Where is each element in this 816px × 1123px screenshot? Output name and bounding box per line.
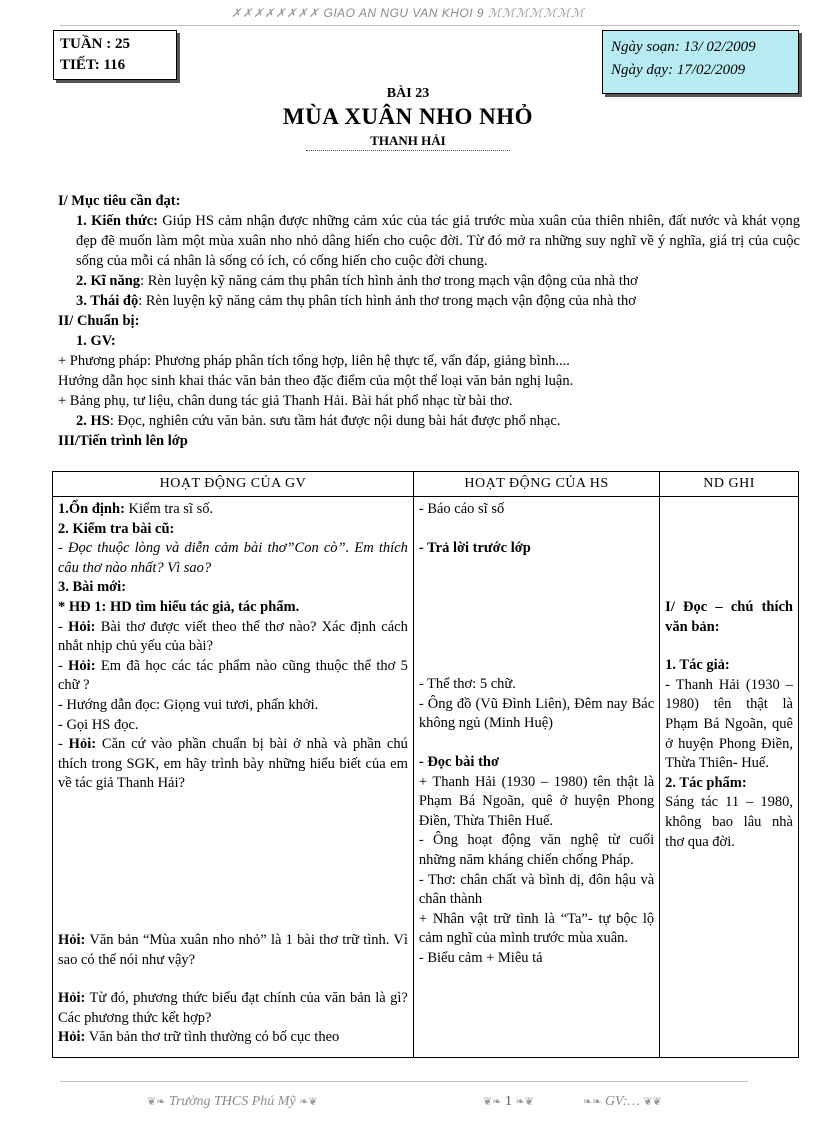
footer-ornament-d: ❧❦ [515,1096,534,1108]
lesson-title: MÙA XUÂN NHO NHỎ [282,104,534,129]
student-prep-paragraph [58,411,800,431]
period-label: TIẾT: 116 [60,57,126,73]
hoi-label: Hỏi: [58,990,86,1007]
col-header-student: HOẠT ĐỘNG CỦA HS [413,472,659,497]
table-row [53,497,799,1058]
hoi-label: Hỏi: [58,1029,86,1046]
answer-5: - Thơ: chân chất và bình dị, đôn hậu và chân thành [418,871,655,908]
on-dinh-label: 1.Ổn định: [58,501,125,517]
student-activities-cell [413,497,659,1058]
header-ornament-left: ✗✗✗✗✗✗✗✗ [231,6,320,20]
question-1: - Hỏi: Bài thơ được viết theo thể thơ nào? Xác định cách nhắt nhịp chủ yếu của bài? [58,618,408,655]
answer-2: - Ông đồ (Vũ Đình Liên), Đêm nay Bác không ngủ (Minh Huệ) [418,695,655,732]
footer-ornament-c: ❦❧ [483,1096,502,1108]
notes-work-text: Sáng tác 11 – 1980, không bao lâu nhà thơ qua đời. [665,794,793,850]
teacher-prep-label: 1. GV: [76,333,116,349]
footer-teacher: GV:… [604,1094,640,1109]
activities-table [52,471,799,1058]
kiem-tra-question: - Đọc thuộc lòng và diễn cảm bài thơ”Con cò”. Em thích câu thơ nào nhất? Vì sao? [58,540,408,576]
title-divider [306,150,510,151]
lesson-number: BÀI 23 [386,86,430,101]
student-prep-text: : Đọc, nghiên cứu văn bản. sưu tầm hát được nội dung bài hát được phổ nhạc. [109,413,561,429]
section2-heading: II/ Chuẩn bị: [58,313,140,329]
attitude-paragraph [58,291,800,311]
report-attendance: - Báo cáo sĩ số [418,501,505,517]
question-1-text: Bài thơ được viết theo thể thơ nào? Xác định cách nhắt nhịp chủ yếu của bài? [58,618,408,655]
knowledge-text: Giúp HS cảm nhận được những cảm xúc của tác giả trước mùa xuân của thiên nhiên, đất nước và khát vọng đẹp đẽ muốn làm một mùa xuân nho nhỏ dâng hiến cho cuộc đời. Từ đó mở ra những suy nghĩ về ý nghĩa, giá trị của cuộc sống của mỗi cá nhân là sống có ích, có cống hiến cho cuộc đời chung. [76,213,801,269]
question-5 [58,989,408,1028]
footer-ornament-f: ❦❦ [643,1096,662,1108]
skills-label: 2. Kĩ năng [76,273,141,289]
running-header [0,6,816,20]
question-4 [58,931,408,970]
knowledge-label: 1. Kiến thức: [76,213,158,229]
header-text: GIAO AN NGU VAN KHOI 9 [323,6,485,20]
attitude-label: 3. Thái độ [76,293,139,309]
call-student: - Gọi HS đọc. [58,716,139,733]
bai-moi-label: 3. Bài mới: [58,579,127,596]
teach-date: Ngày dạy: 17/02/2009 [611,62,746,78]
answer-1: - Thể thơ: 5 chữ. [418,676,516,693]
reading-guide: - Hướng dẫn đọc: Giọng vui tươi, phấn khởi. [58,696,319,713]
method-line: + Phương pháp: Phương pháp phân tích tổng hợp, liên hệ thực tế, vấn đáp, giảng bình.... [58,353,570,369]
notes-cell [660,497,799,1058]
activity1-heading: * HĐ 1: HD tìm hiểu tác giả, tác phẩm. [58,598,300,615]
footer-ornament-a: ❦❧ [147,1096,166,1108]
footer-school: Trường THCS Phú Mỹ [168,1094,296,1109]
page-number: 1 [504,1094,512,1109]
question-2-text: Em đã học các tác phẩm nào cũng thuộc thể thơ 5 chữ ? [58,657,408,694]
kiem-tra-label: 2. Kiểm tra bài cũ: [58,520,175,537]
section1-heading: I/ Mục tiêu cần đạt: [58,193,181,209]
answer-3: + Thanh Hải (1930 – 1980) tên thật là Phạm Bá Ngoãn, quê ở huyện Phong Điền, Thừa Thiên Huế. [418,773,655,829]
teacher-activities-cell [53,497,414,1058]
question-4-text: Văn bản “Mùa xuân nho nhỏ” là 1 bài thơ trữ tình. Vì sao có thể nói như vậy? [58,931,408,968]
answer-7: - Biểu cảm + Miêu tả [418,949,543,966]
hoi-label: Hỏi: [68,618,96,635]
footer-page-group [483,1094,534,1110]
skills-paragraph [58,271,800,291]
guidance-line: Hướng dẫn học sinh khai thác văn bản theo đặc điểm của một thể loại văn bản nghị luận. [58,373,574,389]
section3-heading: III/Tiến trình lên lớp [58,433,188,449]
materials-line: + Bảng phụ, tư liệu, chân dung tác giả Thanh Hải. Bài hát phổ nhạc từ bài thơ. [58,393,513,409]
header-rule [60,25,800,26]
notes-section-heading: I/ Đọc – chú thích văn bản: [665,599,793,635]
hoi-label: Hỏi: [58,931,86,948]
question-3: - Hỏi: Căn cứ vào phần chuẩn bị bài ở nhà và phần chú thích trong SGK, em hãy trình bày những hiểu biết của em về tác giả Thanh Hải? [58,736,408,792]
hoi-label: Hỏi: [68,736,97,753]
skills-text: : Rèn luyện kỹ năng cảm thụ phân tích hình ảnh thơ trong mạch vận động của nhà thơ [140,273,638,289]
notes-author-heading: 1. Tác giả: [665,657,730,674]
question-6 [58,1028,408,1048]
question-5-text: Từ đó, phương thức biểu đạt chính của văn bản là gì? Các phương thức kết hợp? [58,990,408,1026]
table-header-row [53,472,799,497]
on-dinh-text: Kiểm tra sĩ số. [124,501,214,517]
student-prep-label: 2. HS [76,413,110,429]
footer-ornament-e: ❧❧ [583,1096,602,1108]
question-3-text: Căn cứ vào phần chuẩn bị bài ở nhà và phần chú thích trong SGK, em hãy trình bày những hiểu biết của em về tác giả Thanh Hải? [58,736,408,792]
lesson-objectives [58,191,800,451]
footer-teacher-group [583,1094,662,1110]
footer-rule [60,1081,748,1082]
hoi-label: Hỏi: [68,657,96,674]
question-2: - Hỏi: Em đã học các tác phẩm nào cũng thuộc thể thơ 5 chữ ? [58,657,408,694]
answer-in-class: - Trả lời trước lớp [418,539,531,556]
prep-date: Ngày soạn: 13/ 02/2009 [611,39,756,55]
col-header-notes: ND GHI [660,472,799,497]
header-ornament-right: ℳℳℳℳℳℳℳ [487,6,585,20]
knowledge-paragraph [58,211,800,271]
question-6-text: Văn bản thơ trữ tình thường có bố cục theo [85,1029,340,1046]
footer-school-group [147,1094,318,1110]
footer-ornament-b: ❧❦ [299,1096,318,1108]
notes-author-text: - Thanh Hải (1930 – 1980) tên thật là Phạm Bá Ngoãn, quê ở huyện Phong Điền, Thừa Thiên- Huế. [665,676,793,772]
notes-work-heading: 2. Tác phẩm: [665,774,747,791]
lesson-author: THANH HẢI [370,133,446,148]
col-header-teacher: HOẠT ĐỘNG CỦA GV [53,472,414,497]
date-box [602,30,799,94]
attitude-text: : Rèn luyện kỹ năng cảm thụ phân tích hình ảnh thơ trong mạch vận động của nhà thơ [138,293,636,309]
answer-6: + Nhân vật trữ tình là “Ta”- tự bộc lộ cảm nghĩ của mình trước mùa xuân. [418,910,655,947]
week-period-box [53,30,177,80]
week-label: TUẦN : 25 [60,36,130,52]
answer-4: - Ông hoạt động văn nghệ từ cuối những năm kháng chiến chống Pháp. [418,832,655,868]
read-poem: - Đọc bài thơ [418,753,499,770]
